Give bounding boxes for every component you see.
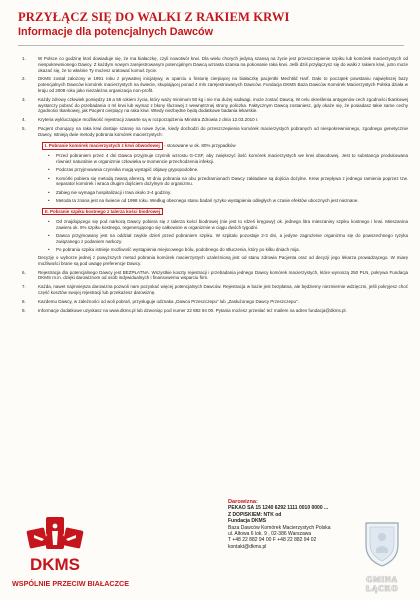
title-divider	[18, 45, 404, 46]
item-text: W Polsce co godzinę ktoś dowiaduje się, że ma białaczkę, czyli nowotwór krwi. Dla wielu chorych jedyną szansą na życie jest przeszczepienie szpiku lub komórek macierzystych od niespokrewnionego Dawcy. Z każdym nowym zarejestrowanym potencjalnym Dawcą wzrasta szansa na pokonanie raka krwi. Jeśli dziś przyłączysz się do walki z rakiem krwi, jutro może okazać się, że to właśnie Ty możesz uratować komuś życie.	[38, 56, 408, 73]
recipient-name: Fundacja DKMS	[228, 518, 267, 525]
bullet-icon: •	[48, 197, 50, 203]
donation-info	[228, 499, 358, 550]
bullet-item	[38, 247, 408, 253]
list-item	[20, 76, 408, 93]
logo-tagline: WSPÓLNIE PRZECIW BIAŁACZCE	[12, 579, 129, 588]
bullet-icon: •	[48, 247, 50, 253]
bank-account: PEKAO SA 15 1240 6292 1111 0010 0000 ...	[228, 505, 329, 512]
bullet-item	[38, 233, 408, 245]
bullet-item	[38, 198, 408, 204]
donation-heading: Darowizna:	[228, 499, 258, 505]
list-item	[20, 270, 408, 282]
bullet-icon: •	[48, 219, 50, 225]
item-number: 9.	[22, 308, 26, 313]
bullet-icon: •	[48, 167, 50, 173]
item-number: 7.	[22, 284, 26, 290]
bullet-icon: •	[48, 153, 50, 159]
page-title: PRZYŁĄCZ SIĘ DO WALKI Z RAKIEM KRWI	[18, 10, 290, 24]
item-number: 5.	[22, 126, 26, 132]
bullet-text: Zabieg nie wymaga hospitalizacji i trwa około 3-4 godziny.	[56, 189, 172, 195]
list-item	[20, 56, 408, 73]
item-text: Kazdemu Dawcy, w zależności od woli pobrań, przysługuje odznaka „Dawca Przeszczepu” lub „Zasłużonego Dawcy Przeszczepu”.	[38, 299, 299, 305]
method-note: Decyzję o wyborze jednej z powyższych metod pobrania komórek macierzystych uzależnioną jest od stanu zdrowia Pacjenta oraz od decyzji jego lekarza prowadzącego. W miarę możliwości brane są pod uwagę preferencje Dawcy.	[38, 255, 408, 266]
organization-name: Baza Dawców Komórek Macierzystych Polska	[228, 524, 331, 531]
method-one-tail: - stosowane w ok. 80% przypadków	[162, 142, 236, 148]
item-number: 2.	[22, 76, 26, 82]
bullet-text: Podczas przyjmowania czynnika mogą wystąpić objawy grypopodobne.	[56, 167, 199, 173]
address: ul. Altowa 6 lok. 9 , 02-386 Warszawa	[228, 531, 312, 538]
document-body	[20, 56, 408, 317]
bullet-item	[38, 219, 408, 231]
phone-numbers: T +48 22 882 94 00 F +48 22 882 94 02	[228, 537, 317, 544]
item-number: 3.	[22, 96, 26, 102]
item-number: 1.	[22, 56, 26, 61]
method-two-heading: II. Pobranie szpiku kostnego z talerza kości biodrowej	[42, 208, 163, 216]
bullet-item	[38, 190, 408, 196]
bullet-text: Komórki pobiera się metodą zwaną aferezą. W dniu pobrania na obu przedramionach Dawcy zakładane są dojścia dożylne. Krew przepływa z jednego ramienia poprzez tzw. separator komórek i wraca drugim dojściem dożylnym do organizmu.	[56, 175, 408, 187]
item-text: Kryteria wykluczające możliwość rejestracji zawarte są w rozporządzeniu Ministra Zdrowia z dnia 12.03.2010 r.	[38, 117, 259, 123]
item-text: DKMS został założony w 1991 roku z prywatnej inicjatywy, w oparciu o historię cierpiącej na białaczkę pacjentki Mechtild Harf. Dało to początek powstaniu największej bazy potencjalnych Dawców komórek macierzystych na świecie, skupiającej ponad 4 mln zarejestrowanych Dawców. Fundacja DKMS Baza Dawców Komórek Macierzystych Polska działa w kraju od 2008 roku jako niezależna organizacja non-profit.	[38, 76, 408, 93]
item-number: 4.	[22, 117, 26, 123]
bullet-item	[38, 153, 408, 165]
bullet-icon: •	[48, 233, 50, 239]
logo-name: DKMS	[29, 555, 81, 574]
bullet-text: Metoda ta znana jest na świecie od 1998 roku. Według obecnego stanu badań ryzyko wystąpienia odległych w czasie efektów ubocznych jest nieznane.	[56, 197, 359, 203]
list-item	[20, 126, 408, 266]
item-text: Informacje dodatkowe uzyskasz na www.dkms.pl lub dzwoniąc pod numer 22 882 94 00. Pytania możesz przesłać też mailem na adres fundacja@dkms.pl.	[38, 308, 347, 313]
item-text: Każda, nawet najmniejsza darowizna pozwoli nam pozyskać więcej potencjalnych Dawców. Rejestracja w bazie jest bezpłatna, ale będziemy niezmiernie wdzięczni, jeśli pokryjesz choć część kosztów swojej rejestracji lub przekażesz darowiznę.	[38, 284, 408, 296]
item-text: Rejestracja dla potencjalnego Dawcy jest BEZPŁATNA. Wszystkie koszty rejestracji i przebadania jednego Dawcy komórek macierzystych, które wynoszą 250 PLN, pokrywa Fundacja DKMS m.in. dzięki darowiznom od osób indywidualnych i finansowemu wsparciu firm.	[38, 269, 408, 281]
municipality-crest-icon	[362, 519, 402, 567]
transfer-reference: Z DOPISKIEM: NTK od	[228, 511, 282, 518]
bullet-text: Od znajdującego się pod narkozą Dawcy pobiera się z talerza kości biodrowej (nie jest to rdzeń kręgowy) ok. jednego litra mieszaniny szpiku kostnego i krwi. Mieszanina zawiera ok. 5% szpiku kostnego, regenerującego się całkowicie w organizmie w ciągu dwóch tygodni.	[56, 219, 408, 230]
list-item	[20, 299, 408, 305]
bullet-icon: •	[48, 189, 50, 195]
item-text: Każdy zdrowy człowiek pomiędzy 18 a 55 rokiem życia, który waży minimum 50 kg i nie ma dużej nadwagi, może zostać Dawcą. W celu określenia antygenów cech zgodności tkankowej wystarczy pobrać do przebadania 4 ml krwi lub wymaz z błony śluzowej z wewnętrznej strony policzka. Faktycznym Dawcą zostaniesz, gdy okaże się, że posiadasz takie same cechy zgodności tkankowej, jak Pacjent cierpiący na raka krwi. Wtedy niezbędne będą dodatkowe badania lekarskie.	[38, 96, 408, 114]
list-item	[20, 97, 408, 114]
bullet-text: Po pobraniu szpiku istnieje możliwość wystąpienia miejscowego bólu, podobnego do stłuczenia, który po kilku dniach mija.	[56, 247, 300, 253]
bullet-icon: •	[48, 175, 50, 181]
bullet-text: Przed pobraniem przez 4 dni Dawca przyjmuje czynnik wzrostu G-CSF, aby zwiększyć ilość komórek macierzystych we krwi obwodowej. Jest to substancja produkowana również naturalnie w organizmie człowieka w momencie przechodzenia infekcji.	[56, 153, 408, 164]
method-one-section	[38, 140, 408, 204]
list-item	[20, 308, 408, 314]
watermark-text: GMINA ŁĄCKO	[365, 575, 399, 593]
bullet-item	[38, 176, 408, 188]
item-number: 6.	[22, 269, 26, 275]
bullet-text: Dawca przyjmowany jest na oddział zwykle dzień przed pobraniem szpiku. W szpitalu pozostaje 2-3 dni, a jedyne zagrożenie organizmu się do powszechnego ryzyka związanego z podaniem narkozy.	[56, 233, 408, 244]
dkms-logo	[16, 517, 94, 577]
method-two-section	[38, 206, 408, 267]
contact-email: kontakt@dkms.pl	[228, 543, 267, 550]
item-text: Pacjent chorujący na raka krwi dostaje szansę na nowe życie, kiedy dochodzi do przeszczepienia komórek macierzystych pobranych od niespokrewnionego, zgodnego genetycznie Dawcy. Istnieją dwie metody pobrania komórek macierzystych:	[38, 126, 408, 137]
list-item	[20, 117, 408, 123]
list-item	[20, 284, 408, 296]
method-one-heading: I. Pobranie komórek macierzystych z krwi obwodowej	[42, 142, 163, 150]
page-subtitle: Informacje dla potencjalnych Dawców	[18, 26, 213, 38]
item-number: 8.	[22, 299, 26, 305]
bullet-item	[38, 167, 408, 173]
